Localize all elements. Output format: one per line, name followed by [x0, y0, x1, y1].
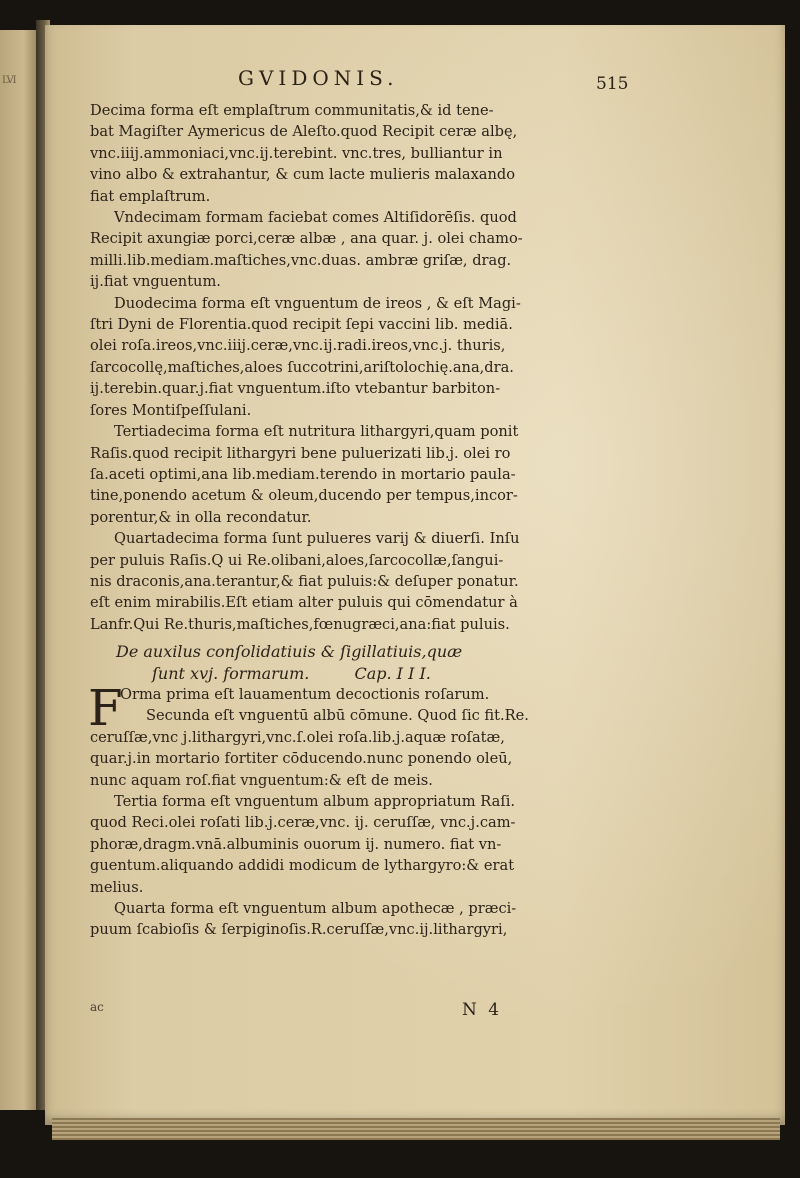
text-line: fiat emplaſtrum. [90, 187, 211, 205]
text-line: ij.fiat vnguentum. [90, 273, 221, 291]
facing-page-fragments: LVI [2, 75, 16, 86]
paragraph-tertiadecima [90, 421, 610, 528]
text-line: eſt enim mirabilis.Eſt etiam alter puluis qui cōmendatur à [90, 594, 518, 612]
text-line: Duodecima forma eſt vnguentum de ireos , & eſt Magi- [114, 294, 521, 312]
text-line: Lanfr.Qui Re.thuris,maſtiches,fœnugræci,ana:fiat puluis. [90, 615, 510, 633]
paragraph-undecima [90, 207, 610, 293]
text-line: milli.lib.mediam.maſtiches,vnc.duas. ambræ griſæ, drag. [90, 251, 512, 269]
text-line: puum ſcabioſis & ſerpiginoſis.R.ceruſſæ,vnc.ij.lithargyri, [90, 921, 508, 939]
paragraph-quarta [90, 898, 610, 941]
text-line: Decima forma eſt emplaſtrum communitatis,& id tene- [90, 102, 494, 119]
text-line: ſtri Dyni de Florentia.quod recipit ſepi vaccini lib. mediā. [90, 316, 513, 334]
chapter-heading-line1: De auxilus conſolidatiuis & ſigillatiuis,quæ [116, 642, 463, 662]
chapter-heading-line2 [90, 663, 610, 684]
text-line: ceruſſæ,vnc j.lithargyri,vnc.ſ.olei roſa.lib.j.aquæ roſatæ, [90, 728, 505, 746]
chapter-heading [90, 641, 610, 684]
drop-capital: F [88, 678, 123, 737]
paragraph-quartadecima [90, 528, 610, 635]
text-line: quar.j.in mortario fortiter cōducendo.nunc ponendo oleū, [90, 750, 513, 768]
text-line: Tertiadecima forma eſt nutritura lithargyri,quam ponit [114, 423, 519, 441]
chapter-heading-subtitle: ſunt xvj. formarum. [152, 663, 310, 683]
page-number: 515 [596, 74, 629, 94]
text-line: ſa.aceti optimi,ana lib.mediam.terendo in mortario paula- [90, 465, 516, 483]
text-line: Quarta forma eſt vnguentum album apothecæ , præci- [114, 900, 517, 918]
text-line: nunc aquam roſ.fiat vnguentum:& eſt de meis. [90, 771, 433, 789]
text-line: bat Magiſter Aymericus de Aleſto.quod Recipit ceræ albę, [90, 123, 518, 141]
text-line: Secunda eſt vnguentū albū cōmune. Quod ſic fit.Re. [146, 707, 529, 725]
text-line: ſarcocollę,maſtiches,aloes ſuccotrini,ariſtolochię.ana,dra. [90, 358, 514, 376]
paragraph-tertia [90, 791, 610, 898]
text-line: ij.terebin.quar.j.fiat vnguentum.iſto vtebantur barbiton- [90, 380, 501, 398]
text-line: vnc.iiij.ammoniaci,vnc.ij.terebint. vnc.tres, bulliantur in [90, 144, 503, 162]
running-title: GVIDONIS. [238, 66, 399, 90]
text-line: quod Reci.olei roſati lib.j.ceræ,vnc. ij. ceruſſæ, vnc.j.cam- [90, 814, 516, 832]
text-line: Quartadecima forma ſunt pulueres varij & diuerſi. Inſu [114, 530, 520, 548]
text-line: olei roſa.ireos,vnc.iiij.ceræ,vnc.ij.radi.ireos,vnc.j. thuris, [90, 337, 506, 355]
text-line: nis draconis,ana.terantur,& fiat puluis:& deſuper ponatur. [90, 572, 519, 590]
text-line: Recipit axungiæ porci,ceræ albæ , ana quar. j. olei chamo- [90, 230, 523, 248]
text-line: Orma prima eſt lauamentum decoctionis roſarum. [120, 685, 490, 703]
text-line: Raſis.quod recipit lithargyri bene puluerizati lib.j. olei ro [90, 444, 511, 462]
facing-page-edge [0, 30, 40, 1110]
printer-signature: N 4 [462, 1000, 503, 1020]
text-line: tine,ponendo acetum & oleum,ducendo per tempus,incor- [90, 487, 518, 505]
text-line: porentur,& in olla recondatur. [90, 508, 312, 526]
chapter-number: Cap. I I I. [354, 663, 431, 683]
paragraph-decima [90, 100, 610, 207]
main-text [90, 100, 610, 941]
text-line: ſores Montiſpeſſulani. [90, 401, 252, 419]
paragraph-duodecima [90, 293, 610, 421]
text-line: Vndecimam formam faciebat comes Altiſidorēſis. quod [114, 209, 517, 227]
text-line: vino albo & extrahantur, & cum lacte mulieris malaxando [90, 166, 516, 184]
paragraph-prima [88, 678, 610, 791]
text-line: per puluis Raſis.Q ui Re.olibani,aloes,ſarcocollæ,ſangui- [90, 551, 504, 569]
text-line: melius. [90, 878, 144, 896]
catchword-fragment: ac [90, 1000, 104, 1014]
text-line: phoræ,dragm.vnā.albuminis ouorum ij. numero. fiat vn- [90, 835, 502, 853]
page-stack-edge [52, 1118, 780, 1140]
text-line: guentum.aliquando addidi modicum de lythargyro:& erat [90, 857, 515, 875]
text-line: Tertia forma eſt vnguentum album appropriatum Raſi. [114, 793, 516, 810]
